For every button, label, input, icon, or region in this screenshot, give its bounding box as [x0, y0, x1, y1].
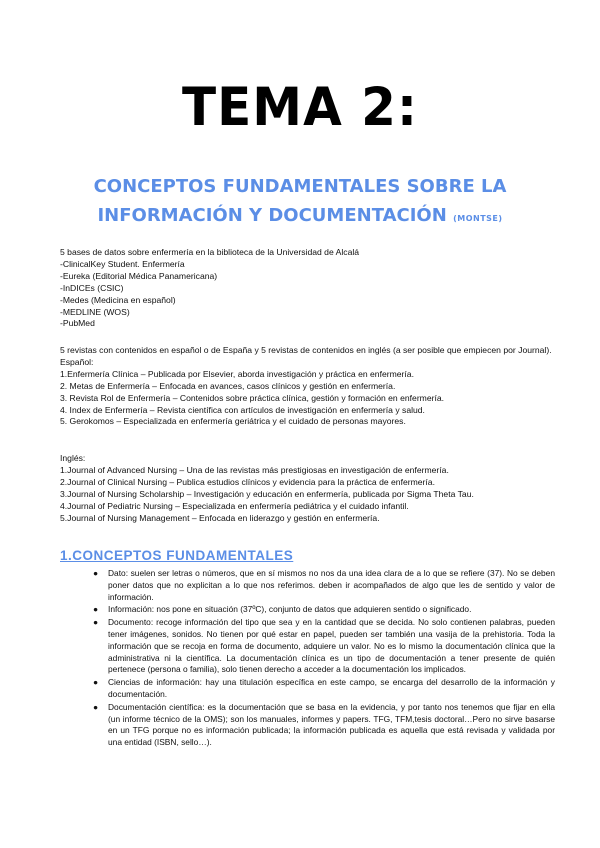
- spanish-journal: 4. Index de Enfermería – Revista científica con artículos de investigación en enfermería y salud.: [60, 404, 425, 415]
- subtitle-line-2: [0, 205, 600, 226]
- bullet-icon: ●: [93, 617, 99, 628]
- spanish-label: Español:: [60, 356, 94, 367]
- bullet-icon: ●: [93, 701, 99, 712]
- list-item-text: Documento: recoge información del tipo que sea y en la cantidad que se decida. No solo contienen palabras, pueden tener imágenes, sonidos. No tienen por qué estar en papel, pueden ser también una vasija de la prehistoria. Toda la información que se recoja en forma de documento, adquiere un valor. No es lo mismo la documentación clínica que la administrativa ni la científica. La documentación clínica es un tipo de documentación a tener presente de quién pertenece (persona o familia), solo tienen derecho a acceder a la documentación los implicados.: [108, 617, 555, 675]
- english-journal: 1.Journal of Advanced Nursing – Una de las revistas más prestigiosas en investigación de enfermería.: [60, 464, 449, 475]
- concepts-list: [60, 568, 555, 750]
- journals-intro: 5 revistas con contenidos en español o de España y 5 revistas de contenidos en inglés (a ser posible que empiecen por Journal).: [60, 345, 552, 355]
- english-journal: 2.Journal of Clinical Nursing – Publica estudios clínicos y evidencia para la práctica de enfermería.: [60, 476, 435, 487]
- spanish-journal: 2. Metas de Enfermería – Enfocada en avances, casos clínicos y gestión en enfermería.: [60, 380, 396, 391]
- bullet-icon: ●: [93, 677, 99, 688]
- database-item: -Eureka (Editorial Médica Panamericana): [60, 270, 218, 281]
- database-item: -PubMed: [60, 318, 95, 329]
- english-journal: 5.Journal of Nursing Management – Enfocada en liderazgo y gestión en enfermería.: [60, 512, 380, 523]
- list-item-text: Documentación científica: es la documentación que se basa en la evidencia, y por tanto nos tenemos que fijar en ella (un informe técnico de la OMS); son los manuales, informes y papers. TFG, TFM,tesis doctoral…Pero no sirve basarse en un TFG porque no es información publicada; la información publicada es aquella que está revisada y validada por una entidad (ISBN, sello…).: [108, 701, 555, 748]
- list-item-text: Dato: suelen ser letras o números, que en sí mismos no nos da una idea clara de a lo que se refiere (37). No se deben poner datos que no explicitan a lo que nos referimos. deben ir acompañados de algo que les de sentido y valor de información.: [108, 568, 555, 602]
- database-item: -Medes (Medicina en español): [60, 294, 176, 305]
- list-item: [60, 702, 555, 749]
- bullet-icon: ●: [93, 568, 99, 578]
- spanish-journal: 3. Revista Rol de Enfermería – Contenidos sobre práctica clínica, gestión y formación en enfermería.: [60, 392, 445, 403]
- list-item: [60, 617, 555, 676]
- subtitle-author: (MONTSE): [453, 214, 503, 223]
- list-item: [60, 604, 555, 616]
- journals-section: [60, 345, 555, 428]
- databases-section: [60, 247, 555, 330]
- section-heading: 1.CONCEPTOS FUNDAMENTALES: [60, 548, 294, 563]
- bullet-icon: ●: [93, 604, 99, 615]
- list-item: [60, 568, 555, 603]
- database-item: -ClinicalKey Student. Enfermería: [60, 258, 185, 269]
- list-item-text: Información: nos pone en situación (37ºC), conjunto de datos que adquieren sentido o significado.: [108, 604, 472, 615]
- subtitle-line-1: CONCEPTOS FUNDAMENTALES SOBRE LA: [93, 176, 507, 197]
- page-title: TEMA 2:: [182, 76, 418, 138]
- database-item: -MEDLINE (WOS): [60, 306, 130, 317]
- spanish-journal: 5. Gerokomos – Especializada en enfermería geriátrica y el cuidado de personas mayores.: [60, 416, 406, 427]
- english-journal: 4.Journal of Pediatric Nursing – Especializada en enfermería pediátrica y el cuidado infantil.: [60, 500, 409, 511]
- database-item: -InDICEs (CSIC): [60, 282, 124, 293]
- list-item: [60, 677, 555, 701]
- spanish-journal: 1.Enfermería Clínica – Publicada por Elsevier, aborda investigación y práctica en enfermería.: [60, 368, 414, 379]
- english-journals-section: [60, 453, 555, 524]
- english-label: Inglés:: [60, 453, 86, 463]
- databases-intro: 5 bases de datos sobre enfermería en la biblioteca de la Universidad de Alcalá: [60, 247, 360, 257]
- subtitle-main: INFORMACIÓN Y DOCUMENTACIÓN: [97, 205, 447, 226]
- english-journal: 3.Journal of Nursing Scholarship – Investigación y educación en enfermería, publicada por Sigma Theta Tau.: [60, 488, 474, 499]
- list-item-text: Ciencias de información: hay una titulación específica en este campo, se encarga del desarrollo de la información y documentación.: [108, 677, 555, 699]
